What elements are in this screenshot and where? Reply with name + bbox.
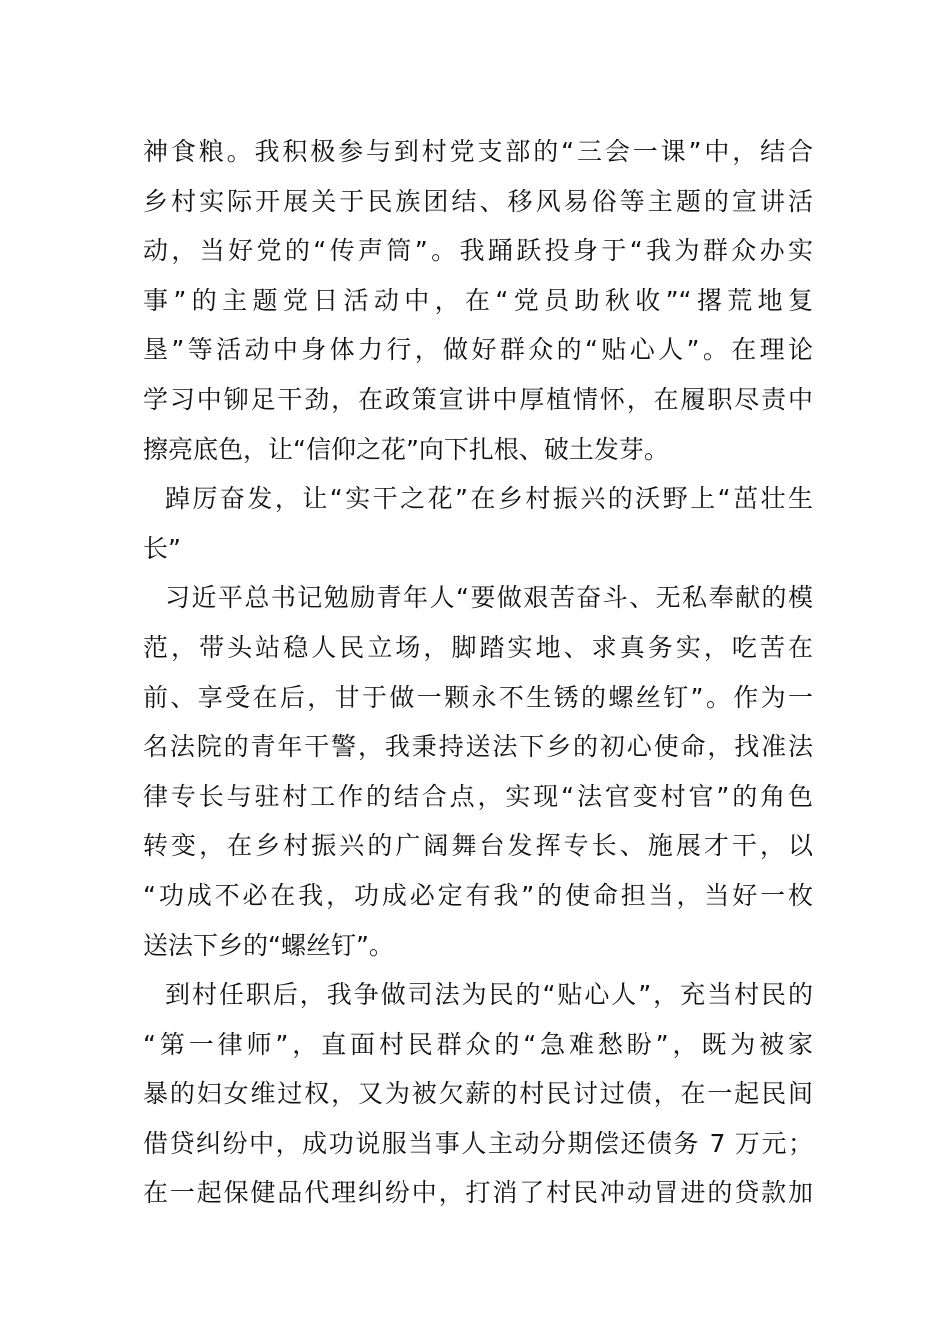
section-heading-line: 踔厉奋发，让“实干之花”在乡村振兴的沃野上“茁壮生 <box>165 484 813 514</box>
text-line: 事”的主题党日活动中，在“党员助秋收”“撂荒地复 <box>143 285 813 315</box>
text-line: 到村任职后，我争做司法为民的“贴心人”，充当村民的 <box>165 980 813 1010</box>
text-line: “第一律师”，直面村民群众的“急难愁盼”，既为被家 <box>143 1029 813 1059</box>
text-line: 垦”等活动中身体力行，做好群众的“贴心人”。在理论 <box>143 335 813 365</box>
section-heading-line: 长” <box>143 533 181 563</box>
text-line: 送法下乡的“螺丝钉”。 <box>143 930 394 960</box>
text-line: 范，带头站稳人民立场，脚踏实地、求真务实，吃苦在 <box>143 632 813 662</box>
text-line: 擦亮底色，让“信仰之花”向下扎根、破土发芽。 <box>143 434 669 464</box>
text-line: 学习中铆足干劲，在政策宣讲中厚植情怀，在履职尽责中 <box>143 384 813 414</box>
text-line: 动，当好党的“传声筒”。我踊跃投身于“我为群众办实 <box>143 236 813 266</box>
text-line: 神食粮。我积极参与到村党支部的“三会一课”中，结合 <box>143 137 813 166</box>
text-line: 在一起保健品代理纠纷中，打消了村民冲动冒进的贷款加 <box>143 1178 813 1208</box>
text-line: 前、享受在后，甘于做一颗永不生锈的螺丝钉”。作为一 <box>143 682 813 712</box>
text-line: 名法院的青年干警，我秉持送法下乡的初心使命，找准法 <box>143 732 813 762</box>
text-line: “功成不必在我，功成必定有我”的使命担当，当好一枚 <box>143 880 813 910</box>
text-line: 乡村实际开展关于民族团结、移风易俗等主题的宣讲活 <box>143 186 813 216</box>
text-line: 借贷纠纷中，成功说服当事人主动分期偿还债务 7 万元； <box>143 1128 813 1158</box>
body-text <box>143 127 813 1218</box>
text-line: 暴的妇女维过权，又为被欠薪的村民讨过债，在一起民间 <box>143 1079 813 1109</box>
text-line: 习近平总书记勉励青年人“要做艰苦奋斗、无私奉献的模 <box>165 583 813 613</box>
text-line: 转变，在乡村振兴的广阔舞台发挥专长、施展才干，以 <box>143 831 813 861</box>
text-line: 律专长与驻村工作的结合点，实现“法官变村官”的角色 <box>143 781 813 811</box>
